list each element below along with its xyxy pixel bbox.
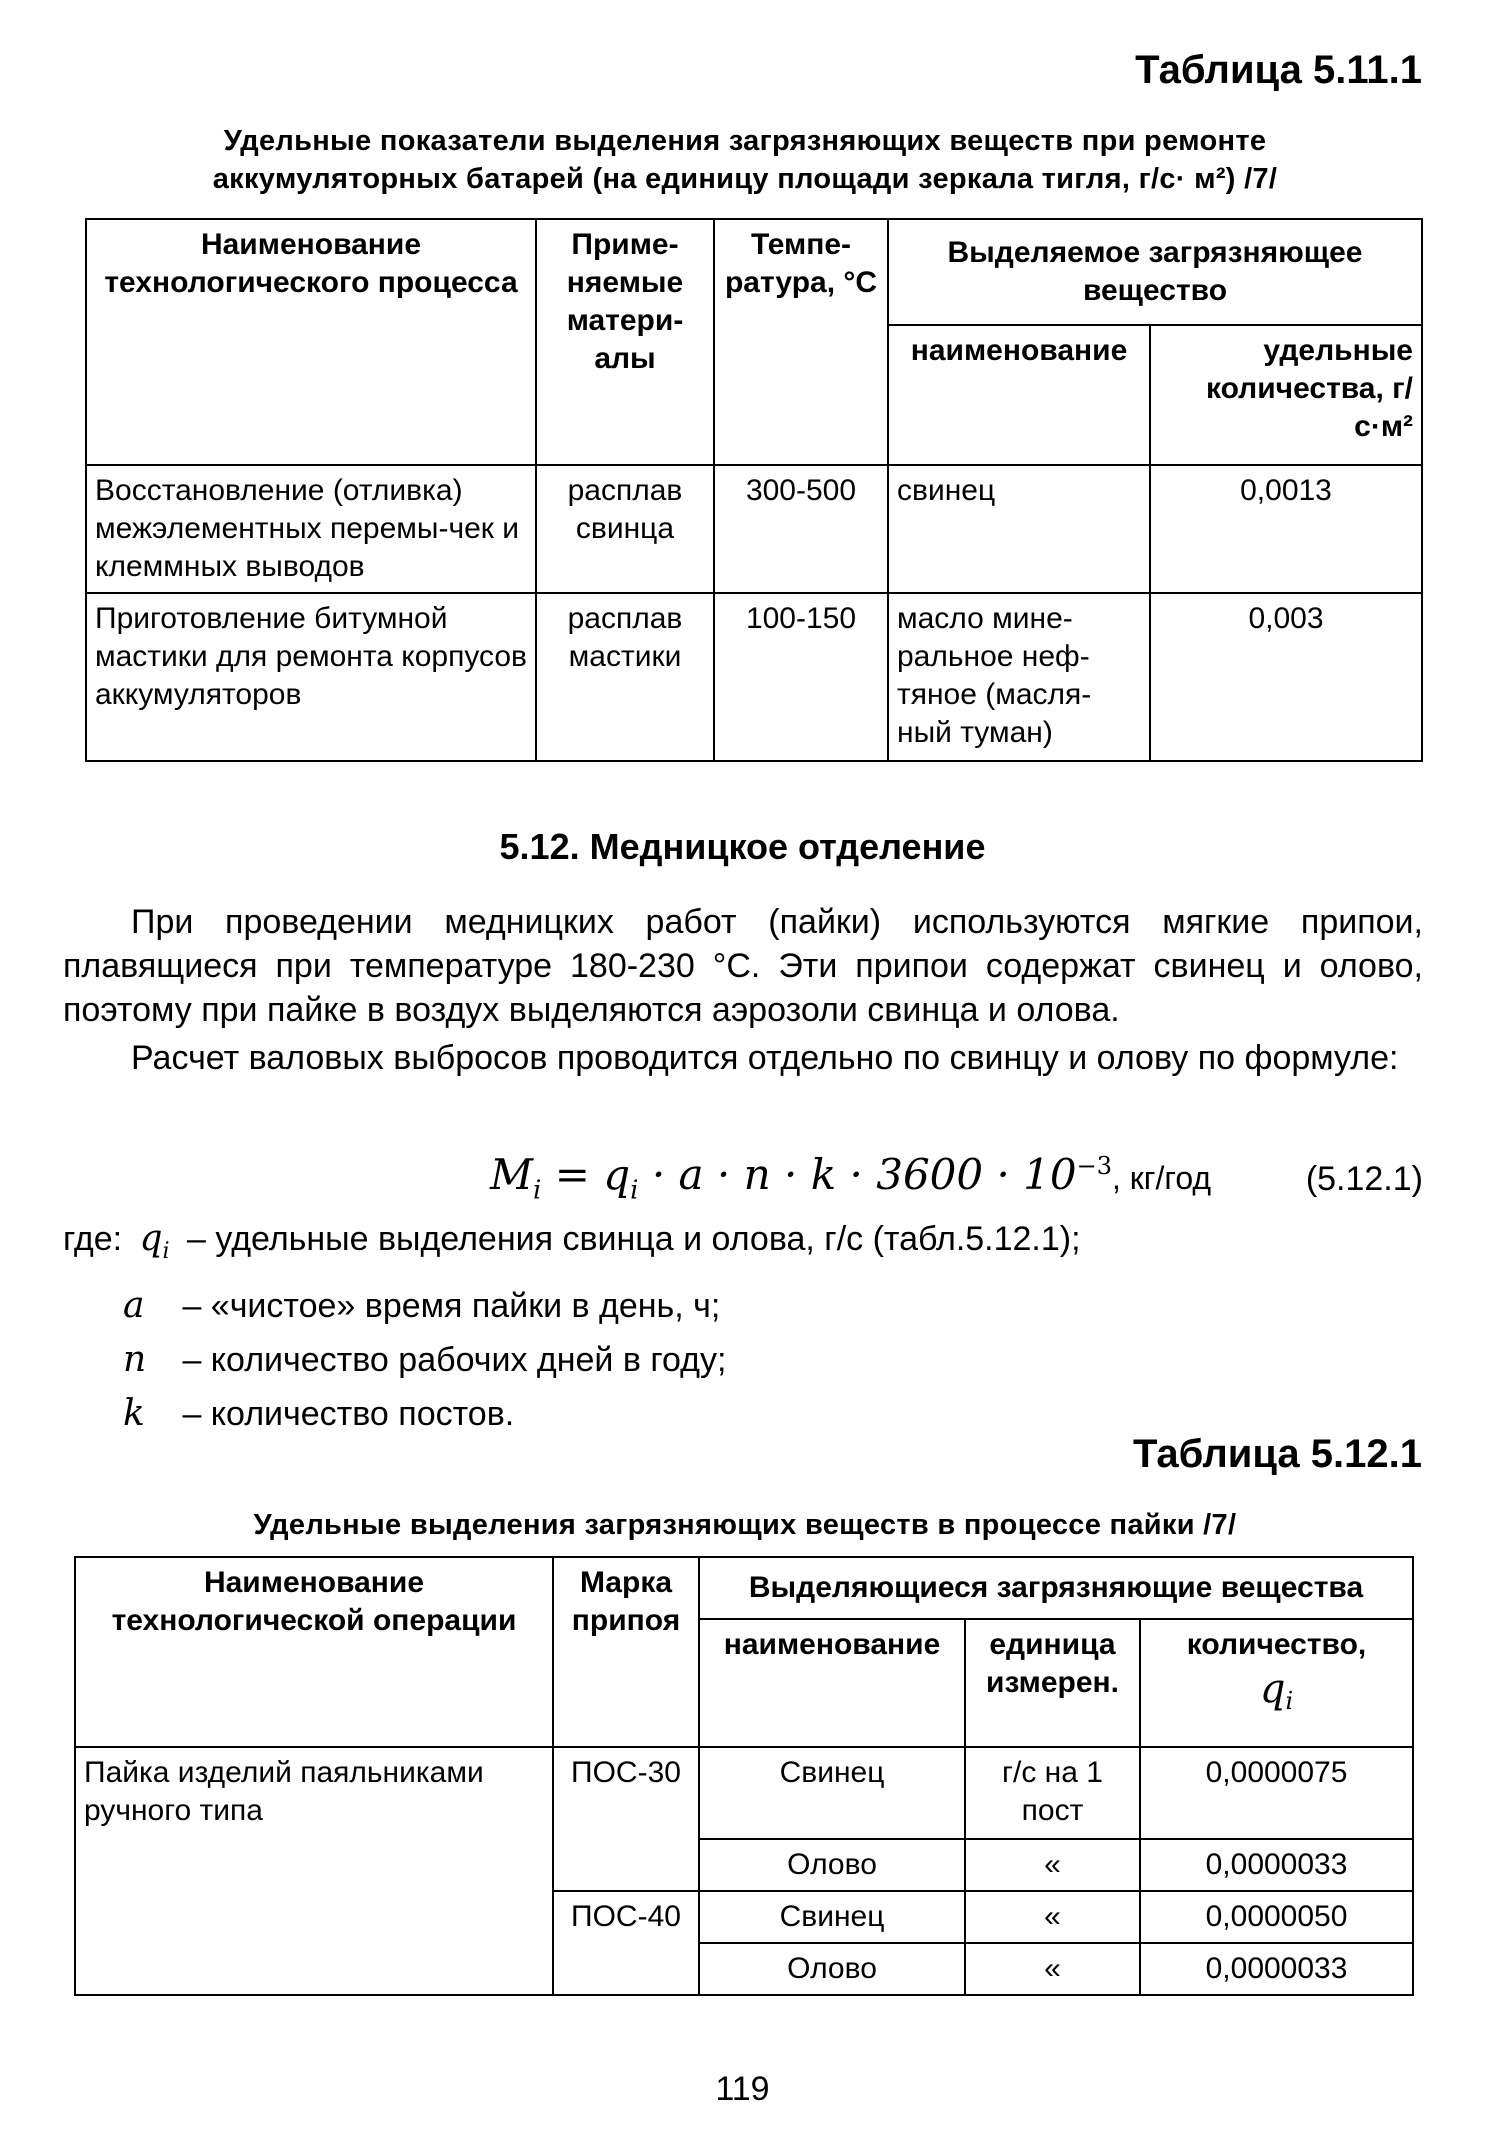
t1-row2-temperature: 100-150 xyxy=(714,593,888,761)
def-symbol: a xyxy=(123,1285,145,1327)
table-row xyxy=(86,593,1422,761)
t2-row2-quantity: 0,0000033 xyxy=(1140,1839,1413,1891)
table2-title: Удельные выделения загрязняющих веществ в процессе пайки /7/ xyxy=(253,1509,1237,1541)
t1-row1-temperature: 300-500 xyxy=(714,465,888,593)
t1-header-materials: Приме-няемые матери-алы xyxy=(536,219,714,465)
t2-header-name: наименование xyxy=(699,1619,965,1747)
definitions-where: где: xyxy=(63,1220,123,1258)
definition-row xyxy=(63,1212,1081,1279)
definitions xyxy=(63,1212,1081,1441)
t2-solder-pos30: ПОС-30 xyxy=(553,1747,699,1891)
formula-q-sub: i xyxy=(630,1175,639,1206)
t2-header-operation: Наименование технологической операции xyxy=(75,1557,553,1747)
paragraph-1: При проведении медницких работ (пайки) используются мягкие припои, плавящиеся при температуре 180-230 °С. Эти припои содержат свинец и олово, поэтому при пайке в воздух выделяются аэрозоли свинца и олова. xyxy=(63,903,1423,1029)
definition-row xyxy=(63,1387,1081,1441)
def-symbol: n xyxy=(123,1339,147,1381)
t1-header-temperature: Темпе-ратура, °С xyxy=(714,219,888,465)
formula xyxy=(490,1150,1211,1205)
t2-row1-name: Свинец xyxy=(699,1747,965,1839)
section-title: 5.12. Медницкое отделение xyxy=(499,826,986,867)
t1-row2-process: Приготовление битумной мастики для ремонта корпусов аккумуляторов xyxy=(86,593,536,761)
table1-title xyxy=(80,122,1410,198)
t1-row1-substance: свинец xyxy=(888,465,1150,593)
t2-row4-quantity: 0,0000033 xyxy=(1140,1943,1413,1995)
t2-operation: Пайка изделий паяльниками ручного типа xyxy=(75,1747,553,1995)
def-text: – количество рабочих дней в году; xyxy=(173,1341,727,1380)
t2-row2-unit: « xyxy=(965,1839,1140,1891)
t2-header-solder: Марка припоя xyxy=(553,1557,699,1747)
t1-header-process: Наименование технологического процесса xyxy=(86,219,536,465)
t2-row4-unit: « xyxy=(965,1943,1140,1995)
formula-number: (5.12.1) xyxy=(1305,1160,1423,1198)
formula-eq: = xyxy=(541,1150,604,1199)
table1-caption: Таблица 5.11.1 xyxy=(1135,48,1422,92)
table1 xyxy=(85,218,1423,762)
def-symbol: k xyxy=(123,1393,145,1435)
formula-lhs: M xyxy=(490,1150,534,1199)
table2 xyxy=(74,1556,1414,1996)
page-number: 119 xyxy=(715,2070,770,2108)
def-symbol: $q_i$ xyxy=(139,1218,170,1265)
table-row xyxy=(75,1747,1413,1839)
def-text: – «чистое» время пайки в день, ч; xyxy=(173,1287,721,1326)
formula-q: q xyxy=(603,1150,631,1199)
t2-header-quantity-label: количество, xyxy=(1186,1628,1367,1661)
formula-rest: · a · n · k · 3600 · 10 xyxy=(638,1150,1077,1199)
t2-solder-pos40: ПОС-40 xyxy=(553,1891,699,1995)
t1-row2-materials: расплав мастики xyxy=(536,593,714,761)
t2-row1-unit: г/с на 1 пост xyxy=(965,1747,1140,1839)
t2-header-unit: единица измерен. xyxy=(965,1619,1140,1747)
t1-row1-specific: 0,0013 xyxy=(1150,465,1422,593)
t1-row1-process: Восстановление (отливка) межэлементных перемы-чек и клеммных выводов xyxy=(86,465,536,593)
table1-title-line1: Удельные показатели выделения загрязняющих веществ при ремонте xyxy=(223,125,1267,157)
paragraph-2: Расчет валовых выбросов проводится отдельно по свинцу и олову по формуле: xyxy=(131,1039,1399,1077)
table-row xyxy=(86,465,1422,593)
t1-header-specific: удельные количества, г/с·м² xyxy=(1150,325,1422,465)
definition-row xyxy=(63,1333,1081,1387)
definition-row xyxy=(63,1279,1081,1333)
def-text: – количество постов. xyxy=(173,1395,515,1434)
t2-row2-name: Олово xyxy=(699,1839,965,1891)
t2-header-quantity xyxy=(1140,1619,1413,1747)
t2-header-substances: Выделяющиеся загрязняющие вещества xyxy=(699,1557,1413,1619)
t1-row2-substance: масло мине-ральное неф-тяное (масля-ный туман) xyxy=(888,593,1150,761)
t2-row3-unit: « xyxy=(965,1891,1140,1943)
t2-header-q-symbol: $q_i$ xyxy=(1259,1666,1294,1715)
t1-header-substance: Выделяемое загрязняющее вещество xyxy=(888,219,1422,325)
t2-row1-quantity: 0,0000075 xyxy=(1140,1747,1413,1839)
t1-row2-specific: 0,003 xyxy=(1150,593,1422,761)
formula-unit: , кг/год xyxy=(1112,1160,1212,1196)
formula-lhs-sub: i xyxy=(533,1175,542,1206)
def-text: – удельные выделения свинца и олова, г/с (табл.5.12.1); xyxy=(177,1220,1081,1258)
t2-row3-name: Свинец xyxy=(699,1891,965,1943)
t1-row1-materials: расплав свинца xyxy=(536,465,714,593)
table1-title-line2: аккумуляторных батарей (на единицу площади зеркала тигля, г/с· м²) /7/ xyxy=(212,163,1278,195)
t2-row4-name: Олово xyxy=(699,1943,965,1995)
table2-caption: Таблица 5.12.1 xyxy=(1132,1432,1422,1476)
formula-exp: −3 xyxy=(1076,1152,1112,1180)
t2-row3-quantity: 0,0000050 xyxy=(1140,1891,1413,1943)
t1-header-name: наименование xyxy=(888,325,1150,465)
